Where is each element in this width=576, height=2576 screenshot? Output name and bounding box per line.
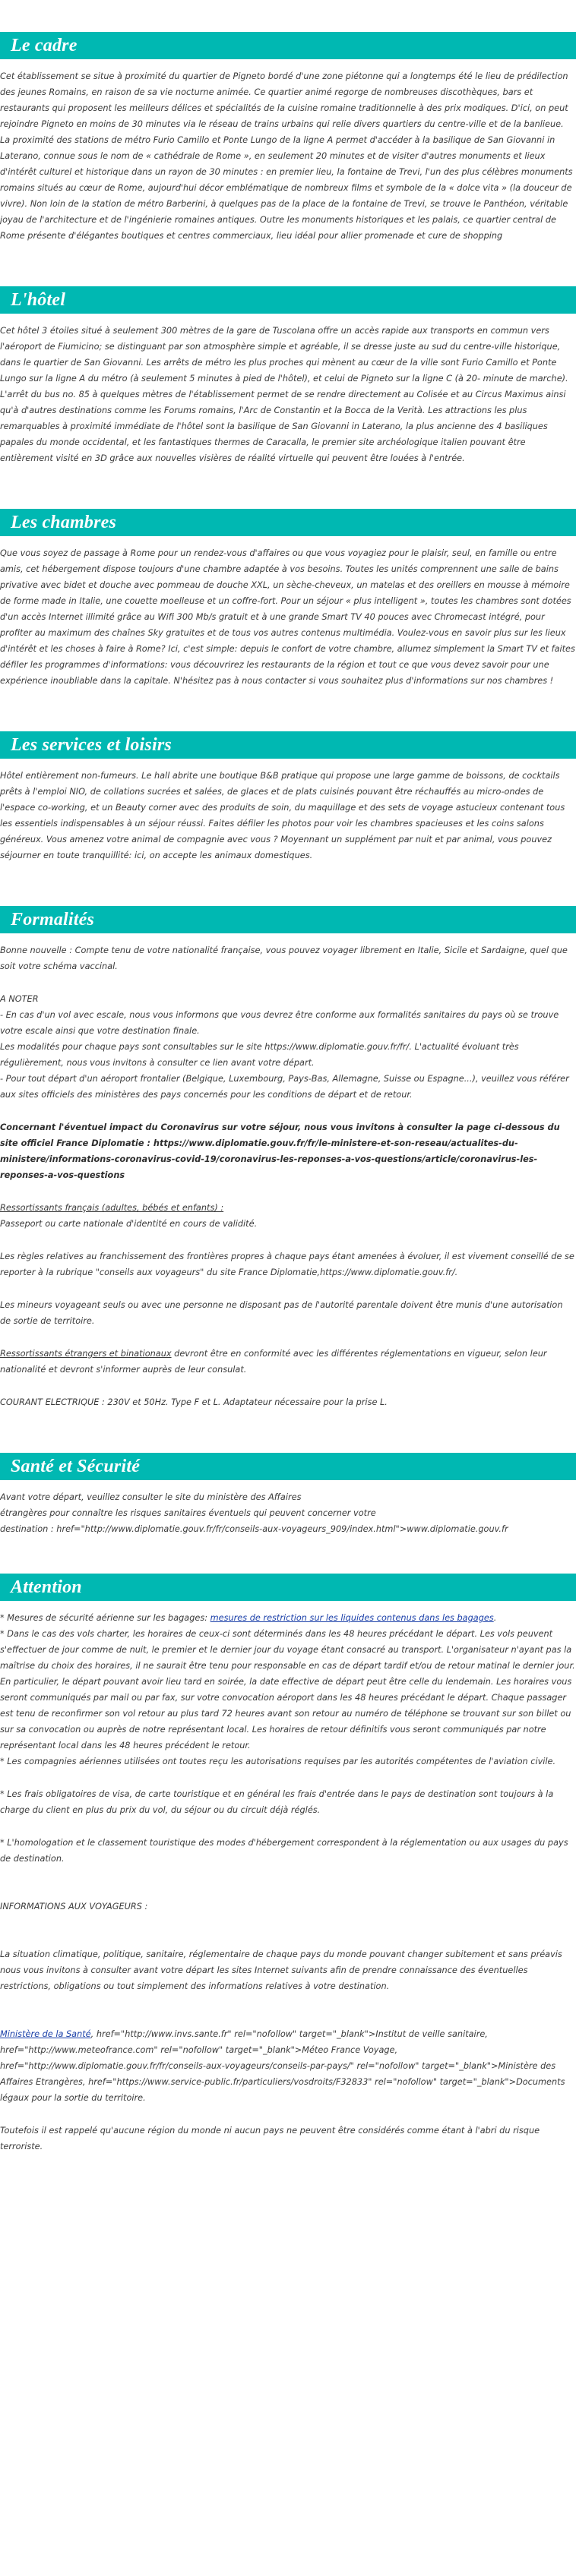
attention-sites [0, 2026, 576, 2106]
section-banner-cadre [0, 32, 576, 59]
sante-line: Avant votre départ, veuillez consulter le site du ministère des Affaires [0, 1492, 302, 1502]
section-chambres [0, 486, 576, 689]
formalites-coronavirus: Concernant l'éventuel impact du Coronavirus sur votre séjour, nous vous invitons à consulter la page ci-dessous du site officiel France Diplomatie : https://www.diplomatie.gouv.fr/fr/le-ministere-et-son-reseau/actualites-du-ministere/informations-coronavirus-covid-19/coronavirus-les-reponses-a-vos-questions/article/coronavirus-les-reponses-a-vos-questions [0, 1122, 560, 1180]
attention-compagnies: * Les compagnies aériennes utilisées ont toutes reçu les autorisations requises par les autorités compétentes de l'aviation civile. [0, 1757, 556, 1766]
attention-situation-line: nous vous invitons à consulter avant votre départ les sites Internet suivants afin de prendre connaissance des éventuelles restrictions, obligations ou tout simplement des informations relatives à votre destination. [0, 1965, 528, 1991]
section-sante [0, 1430, 576, 1537]
formalites-etrangers-label: Ressortissants étrangers et binationaux [0, 1349, 172, 1359]
attention-sites-rest: , href="http://www.invs.sante.fr" rel="nofollow" target="_blank">Institut de veille sanitaire, href="http://www.meteofrance.com" rel="nofollow" target="_blank">Méteo France Voyage, href="http://www.diplomatie.gouv.fr/fr/conseils-aux-voyageurs/conseils-par-pays/" rel="nofollow" target="_blank">Ministère des Affaires Etrangères, href="https://www.service-public.fr/particuliers/vosdroits/F32833" rel="nofollow" target="_blank">Documents légaux pour la sortie du territoire. [0, 2029, 565, 2103]
formalites-mineurs: Les mineurs voyageant seuls ou avec une personne ne disposant pas de l'autorité parentale doivent être munis d'une autorisation de sortie de territoire. [0, 1300, 563, 1326]
formalites-courant: COURANT ELECTRIQUE : 230V et 50Hz. Type F et L. Adaptateur nécessaire pour la prise L. [0, 1397, 388, 1407]
formalites-noter-line: - En cas d'un vol avec escale, nous vous informons que vous devrez être conforme aux formalités sanitaires du pays où se trouve votre escale ainsi que votre destination finale. [0, 1010, 559, 1036]
section-title-attention: Attention [11, 1577, 82, 1597]
attention-terrorisme: Toutefois il est rappelé qu'aucune région du monde ni aucun pays ne peuvent être considérés comme étant à l'abri du risque terroriste. [0, 2126, 540, 2151]
cadre-description: Cet établissement se situe à proximité du quartier de Pigneto bordé d'une zone piétonne qui a longtemps été le lieu de prédilection des jeunes Romains, en raison de sa vie nocturne animée. Ce quartier animé regorge de nombreuses discothèques, bars et restaurants qui proposent les meilleurs délices et spécialités de la cuisine romaine traditionnelle à des prix modiques. D'ici, on peut rejoindre Pigneto en moins de 30 minutes via le réseau de trains urbains qui relie divers quartiers du centre-ville et de la banlieue. La proximité des stations de métro Furio Camillo et Ponte Lungo de la ligne A permet d'accéder à la basilique de San Giovanni in Laterano, connue sous le nom de « cathédrale de Rome », en seulement 20 minutes et de visiter d'autres monuments et lieux d'intérêt culturel et historique dans un rayon de 30 minutes : en premier lieu, la fontaine de Trevi, l'un des plus célèbres monuments romains situés au cœur de Rome, aujourd'hui décor emblématique de nombreux films et symbole de la « dolce vita » (la douceur de vivre). Non loin de la station de métro Barberini, à quelques pas de la place de la fontaine de Trevi, se trouve le Panthéon, véritable joyau de l'architecture et de l'ingénierie romaines antiques. Outre les monuments historiques et les palais, ce quartier central de Rome présente d'élégantes boutiques et centres commerciaux, lieu idéal pour allier promenade et cure de shopping [0, 71, 573, 241]
attention-mesures-suffix: . [493, 1613, 497, 1623]
section-banner-chambres [0, 509, 576, 536]
section-title-cadre: Le cadre [11, 35, 78, 55]
attention-frais: * Les frais obligatoires de visa, de carte touristique et en général les frais d'entrée dans le pays de destination sont toujours à la charge du client en plus du prix du vol, du séjour ou du circuit déjà réglés. [0, 1789, 554, 1815]
sante-line: étrangères pour connaître les risques sanitaires éventuels qui peuvent concerner votre [0, 1508, 376, 1518]
section-title-hotel: L'hôtel [11, 289, 66, 310]
ministere-sante-link[interactable]: Ministère de la Santé [0, 2029, 91, 2039]
section-banner-attention [0, 1574, 576, 1601]
formalites-etrangers [0, 1346, 576, 1378]
chambres-description: Que vous soyez de passage à Rome pour un rendez-vous d'affaires ou que vous voyagiez pour le plaisir, seul, en famille ou entre amis, cet hébergement dispose toujours d'une chambre adaptée à vos besoins. Toutes les unités comprennent une salle de bains privative avec bidet et douche avec pommeau de douche XXL, un sèche-cheveux, un matelas et des oreillers en mousse à mémoire de forme made in Italie, une couette moelleuse et un coffre-fort. Pour un séjour « plus intelligent », toutes les chambres sont dotées d'un accès Internet illimité grâce au Wifi 300 Mb/s gratuit et à une grande Smart TV 40 pouces avec Chromecast intégré, pour profiter au maximum des chaînes Sky gratuites et de tous vos autres contenus multimédia. Voulez-vous en savoir plus sur les lieux d'intérêt et les choses à faire à Rome? Ici, c'est simple: depuis le confort de votre chambre, allumez simplement la Smart TV et faites défiler les programmes d'informations: vous découvrirez les restaurants de la région et tout ce que vous devez savoir pour une expérience inoubliable dans la capitale. N'hésitez pas à nous contacter si vous souhaitez plus d'informations sur nos chambres ! [0, 548, 575, 686]
section-title-services: Les services et loisirs [11, 734, 172, 755]
section-cadre [0, 0, 576, 244]
sante-line: destination : href="http://www.diplomatie.gouv.fr/fr/conseils-aux-voyageurs_909/index.html">www.diplomatie.gouv.fr [0, 1524, 508, 1534]
attention-mesures-prefix: * Mesures de sécurité aérienne sur les bagages: [0, 1613, 210, 1623]
formalites-etrangers-text: devront être en conformité avec les différentes réglementations en vigueur, selon leur nationalité et devront s'informer auprès de leur consulat. [0, 1349, 547, 1375]
section-title-formalites: Formalités [11, 909, 95, 930]
section-formalites [0, 883, 576, 1410]
attention-mesures [0, 1610, 576, 1626]
formalites-fr-text: Passeport ou carte nationale d'identité en cours de validité. [0, 1219, 258, 1229]
section-attention [0, 1557, 576, 2155]
services-description: Hôtel entièrement non-fumeurs. Le hall abrite une boutique B&B pratique qui propose une large gamme de boissons, de cocktails prêts à l'emploi NIO, de collations sucrées et salées, de glaces et de plats cuisinés pouvant être réchauffés au micro-ondes de l'espace co-working, et un Beauty corner avec des produits de soin, du maquillage et des sets de voyage astucieux contenant tous les essentiels indispensables à un séjour réussi. Faites défiler les photos pour voir les chambres spacieuses et les coins salons généreux. Vous amenez votre animal de compagnie avec vous ? Moyennant un supplément par nuit et par animal, vous pouvez séjourner en toute tranquillité: ici, on accepte les animaux domestiques. [0, 771, 565, 860]
section-services [0, 709, 576, 863]
section-banner-sante [0, 1453, 576, 1480]
section-banner-services [0, 731, 576, 759]
hotel-description: Cet hôtel 3 étoiles situé à seulement 300 mètres de la gare de Tuscolana offre un accès rapide aux transports en commun vers l'aéroport de Fiumicino; se distinguant par son atmosphère simple et agréable, il se dresse juste au sud du centre-ville historique, dans le quartier de San Giovanni. Les arrêts de métro les plus proches qui mènent au cœur de la ville sont Furio Camillo et Ponte Lungo sur la ligne A du métro (à seulement 5 minutes à pied de l'hôtel), et celui de Pigneto sur la ligne C (à 20- minute de marche). L'arrêt du bus no. 85 à quelques mètres de l'établissement permet de se rendre directement au Colisée et au Circus Maximus ainsi qu'à d'autres destinations comme les Forums romains, l'Arc de Constantin et la Bocca de la Verità. Les attractions les plus remarquables à proximité immédiate de l'hôtel sont la basilique de San Giovanni in Laterano, la plus ancienne des 4 basiliques papales du monde occidental, et les fantastiques thermes de Caracalla, le premier site archéologique italien pouvant être entièrement visité en 3D grâce aux nouvelles visières de réalité virtuelle qui peuvent être louées à l'entrée. [0, 326, 568, 463]
section-title-sante: Santé et Sécurité [11, 1456, 141, 1476]
liquides-restriction-link[interactable]: mesures de restriction sur les liquides contenus dans les bagages [210, 1613, 494, 1623]
attention-homologation: * L'homologation et le classement touristique des modes d'hébergement correspondent à la réglementation ou aux usages du pays de destination. [0, 1838, 568, 1864]
section-banner-hotel [0, 286, 576, 314]
formalites-fr-label: Ressortissants français (adultes, bébés et enfants) : [0, 1203, 224, 1213]
attention-situation-line: La situation climatique, politique, sanitaire, réglementaire de chaque pays du monde pouvant changer subitement et sans préavis [0, 1949, 562, 1959]
section-banner-formalites [0, 906, 576, 933]
formalites-intro: Bonne nouvelle : Compte tenu de votre nationalité française, vous pouvez voyager librement en Italie, Sicile et Sardaigne, quel que soit votre schéma vaccinal. [0, 945, 568, 971]
formalites-noter-label: A NOTER [0, 994, 39, 1004]
formalites-noter-line: Les modalités pour chaque pays sont consultables sur le site https://www.diplomatie.gouv.fr/fr/. L'actualité évoluant très régulièrement, nous vous invitons à consulter ce lien avant votre départ. [0, 1042, 519, 1068]
formalites-noter-line: - Pour tout départ d'un aéroport frontalier (Belgique, Luxembourg, Pays-Bas, Allemagne, Suisse ou Espagne...), veuillez vous référer aux sites officiels des ministères des pays concernés pour les conditions de départ et de retour. [0, 1074, 569, 1100]
section-hotel [0, 264, 576, 466]
section-title-chambres: Les chambres [11, 512, 117, 532]
attention-infos-label: INFORMATIONS AUX VOYAGEURS : [0, 1902, 148, 1911]
formalites-regles: Les règles relatives au franchissement des frontières propres à chaque pays étant amenées à évoluer, il est vivement conseillé de se reporter à la rubrique "conseils aux voyageurs" du site France Diplomatie,https://www.diplomatie.gouv.fr/. [0, 1252, 574, 1277]
attention-horaires: * Dans le cas des vols charter, les horaires de ceux-ci sont déterminés dans les 48 heures précédant le départ. Les vols peuvent s'effectuer de jour comme de nuit, le premier et le dernier jour du voyage étant consacré au transport. L'organisateur n'ayant pas la maîtrise du choix des horaires, il ne saurait être tenu pour responsable en cas de départ tardif et/ou de retour matinal le dernier jour. En particulier, le départ pouvant avoir lieu tard en soirée, la date effective de départ peut être celle du lendemain. Les horaires vous seront communiqués par mail ou par fax, sur votre convocation aéroport dans les 48 heures précédant le départ. Chaque passager est tenu de reconfirmer son vol retour au plus tard 72 heures avant son retour au numéro de téléphone se trouvant sur son billet ou sur sa convocation ou auprès de notre représentant local. Les horaires de retour définitifs vous seront communiqués par notre représentant local dans les 48 heures précédent le retour. [0, 1629, 575, 1750]
